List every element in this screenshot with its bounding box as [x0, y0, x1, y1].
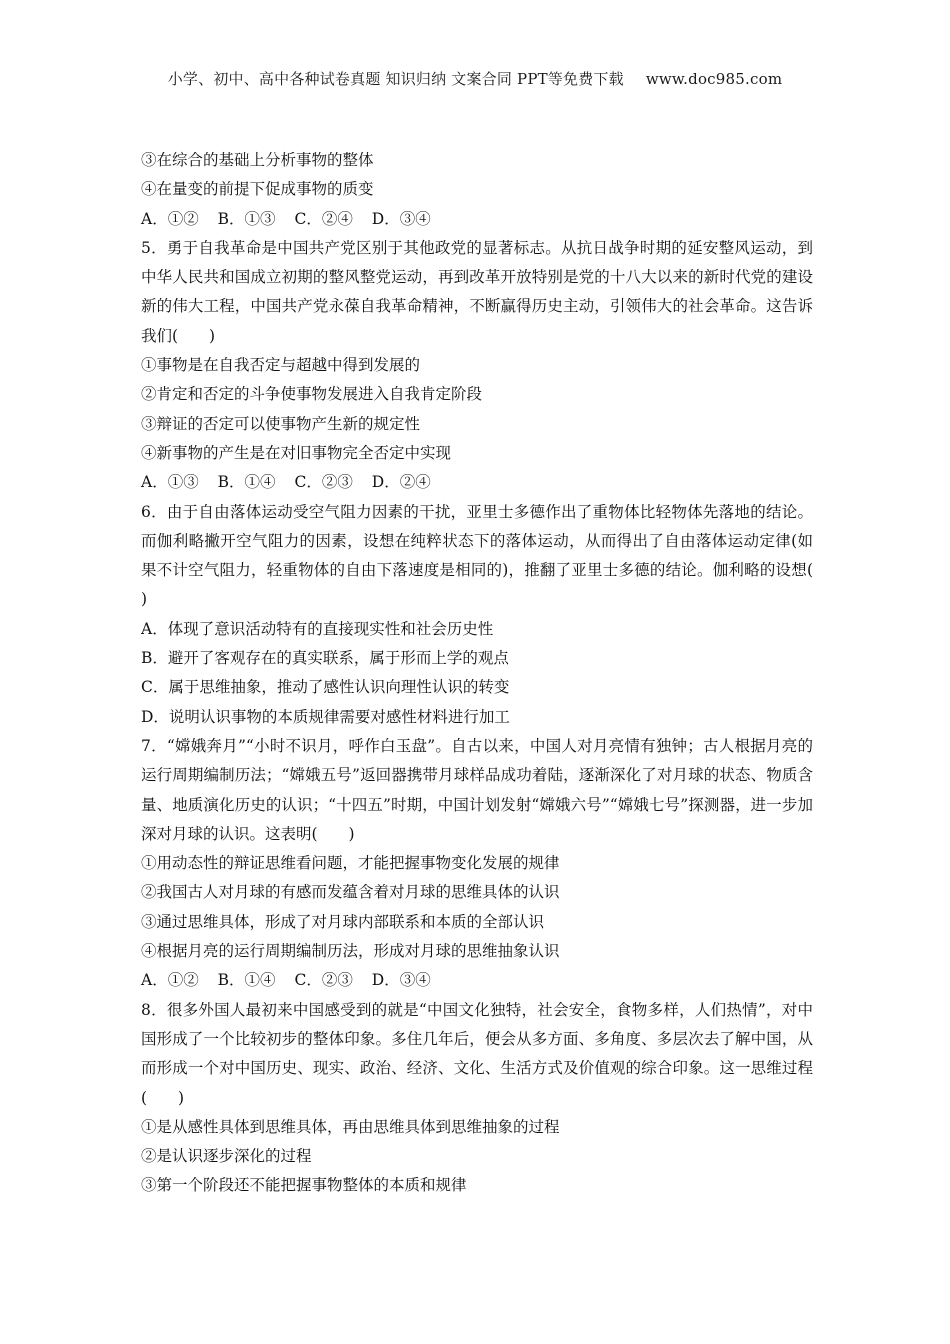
q8-item-1: ①是从感性具体到思维具体，再由思维具体到思维抽象的过程 — [141, 1117, 560, 1136]
prev-choice-a: A．①② — [141, 209, 199, 228]
q6-option-a: A．体现了意识活动特有的直接现实性和社会历史性 — [141, 619, 494, 638]
page-header — [0, 68, 950, 89]
q5-choice-b: B．①④ — [217, 473, 276, 492]
q7-choice-c: C．②③ — [294, 971, 353, 990]
q5-choice-c: C．②③ — [294, 473, 353, 492]
prev-item-4: ④在量变的前提下促成事物的质变 — [141, 180, 374, 199]
q7-item-1: ①用动态性的辩证思维看问题，才能把握事物变化发展的规律 — [141, 854, 560, 873]
prev-choice-c: C．②④ — [294, 209, 353, 228]
q7-item-4: ④根据月亮的运行周期编制历法，形成对月球的思维抽象认识 — [141, 942, 560, 961]
q5-stem: 5．勇于自我革命是中国共产党区别于其他政党的显著标志。从抗日战争时期的延安整风运动，到中华人民共和国成立初期的整风整党运动，再到改革开放特别是党的十八大以来的新时代党的建设新的伟大工程，中国共产党永葆自我革命精神，不断赢得历史主动，引领伟大的社会革命。这告诉我们( ) — [141, 238, 813, 345]
q6-option-b: B．避开了客观存在的真实联系，属于形而上学的观点 — [141, 649, 509, 668]
q7-item-3: ③通过思维具体，形成了对月球内部联系和本质的全部认识 — [141, 912, 545, 931]
prev-choice-b: B．①③ — [217, 209, 276, 228]
q5-choices — [141, 468, 813, 497]
q5-choice-d: D．②④ — [371, 473, 431, 492]
exam-content — [141, 146, 845, 1201]
q7-choice-b: B．①④ — [217, 971, 276, 990]
header-banner-text: 小学、初中、高中各种试卷真题 知识归纳 文案合同 PPT等免费下载 — [167, 70, 624, 88]
header-website: www.doc985.com — [645, 70, 783, 88]
q7-stem: 7．“嫦娥奔月”“小时不识月，呼作白玉盘”。自古以来，中国人对月亮情有独钟；古人根据月亮的运行周期编制历法；“嫦娥五号”返回器携带月球样品成功着陆，逐渐深化了对月球的状态、物质含量、地质演化历史的认识；“十四五”时期，中国计划发射“嫦娥六号”“嫦娥七号”探测器，进一步加深对月球的认识。这表明( ) — [141, 736, 813, 843]
q8-item-2: ②是认识逐步深化的过程 — [141, 1147, 312, 1166]
prev-item-3: ③在综合的基础上分析事物的整体 — [141, 151, 374, 169]
q7-choices — [141, 966, 813, 995]
q8-item-3: ③第一个阶段还不能把握事物整体的本质和规律 — [141, 1176, 467, 1195]
q5-item-1: ①事物是在自我否定与超越中得到发展的 — [141, 356, 421, 375]
q5-item-3: ③辩证的否定可以使事物产生新的规定性 — [141, 414, 421, 433]
q6-option-c: C．属于思维抽象，推动了感性认识向理性认识的转变 — [141, 678, 510, 697]
q5-item-4: ④新事物的产生是在对旧事物完全否定中实现 — [141, 443, 452, 462]
q5-item-2: ②肯定和否定的斗争使事物发展进入自我肯定阶段 — [141, 385, 483, 404]
q8-stem: 8．很多外国人最初来中国感受到的就是“中国文化独特，社会安全，食物多样，人们热情”，对中国形成了一个比较初步的整体印象。多住几年后，便会从多方面、多角度、多层次去了解中国，从而形成一个对中国历史、现实、政治、经济、文化、生活方式及价值观的综合印象。这一思维过程( ) — [141, 1000, 813, 1107]
prev-choice-d: D．③④ — [371, 209, 431, 228]
q5-choice-a: A．①③ — [141, 473, 199, 492]
q6-option-d: D．说明认识事物的本质规律需要对感性材料进行加工 — [141, 707, 510, 726]
q7-choice-d: D．③④ — [371, 971, 431, 990]
q7-choice-a: A．①② — [141, 971, 199, 990]
prev-choices — [141, 205, 813, 234]
q7-item-2: ②我国古人对月球的有感而发蕴含着对月球的思维具体的认识 — [141, 883, 560, 902]
q6-stem: 6．由于自由落体运动受空气阻力因素的干扰，亚里士多德作出了重物体比轻物体先落地的结论。而伽利略撇开空气阻力的因素，设想在纯粹状态下的落体运动，从而得出了自由落体运动定律(如果不计空气阻力，轻重物体的自由下落速度是相同的)，推翻了亚里士多德的结论。伽利略的设想( ) — [141, 502, 845, 609]
